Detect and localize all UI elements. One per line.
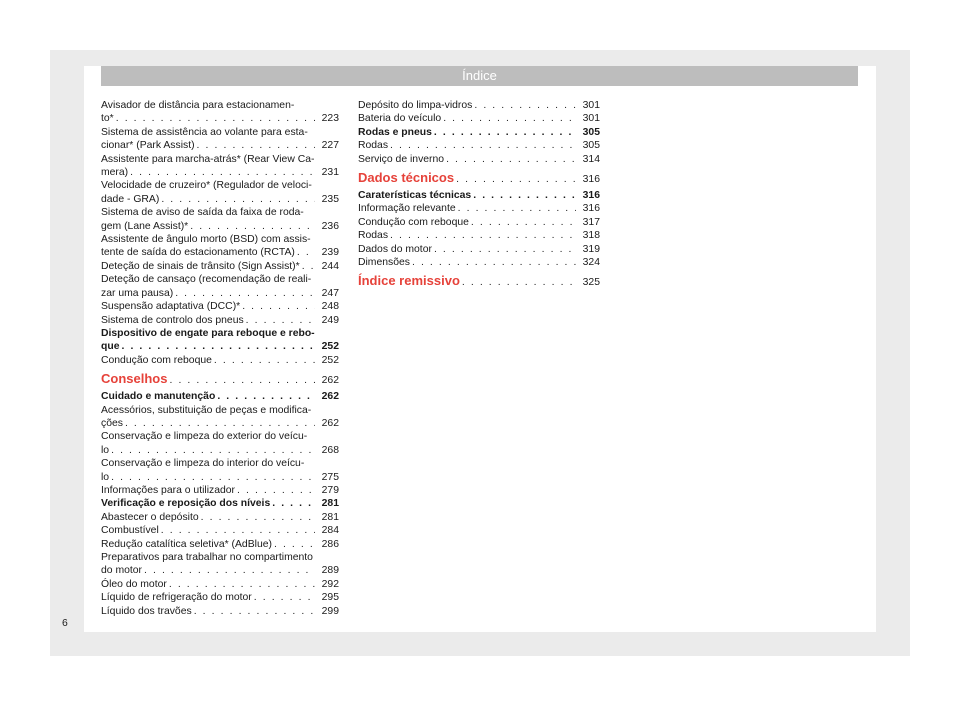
toc-entry[interactable]: [101, 354, 339, 367]
toc-entry-text: Sistema de assistência ao volante para esta-: [101, 126, 308, 138]
toc-leader-dots: [474, 99, 576, 112]
toc-entry-text: Dispositivo de engate para reboque e rebo-: [101, 327, 315, 339]
toc-entry[interactable]: [101, 300, 339, 313]
toc-entry[interactable]: [101, 314, 339, 327]
toc-page-number: 289: [321, 565, 339, 577]
toc-entry[interactable]: [358, 139, 600, 152]
toc-section-heading[interactable]: [358, 273, 600, 291]
toc-entry[interactable]: [101, 179, 339, 206]
toc-leader-dots: [125, 417, 315, 430]
toc-page-number: 316: [582, 190, 600, 202]
toc-entry-text: Suspensão adaptativa (DCC)*: [101, 301, 241, 313]
toc-entry-text: Sistema de aviso de saída da faixa de roda-: [101, 207, 304, 219]
toc-leader-dots: [434, 243, 576, 256]
toc-page-number: 316: [582, 174, 600, 186]
toc-page-number: 247: [321, 287, 339, 299]
toc-entry-text: ções: [101, 417, 123, 429]
toc-leader-dots: [161, 524, 315, 537]
page-title: Índice: [462, 68, 497, 83]
toc-entry-text: Bateria do veículo: [358, 113, 442, 125]
toc-entry[interactable]: [101, 273, 339, 300]
toc-leader-dots: [169, 373, 315, 389]
toc-leader-dots: [302, 260, 315, 273]
toc-entry-text: Assistente para marcha-atrás* (Rear View Ca-: [101, 153, 315, 165]
toc-leader-dots: [116, 112, 315, 125]
toc-entry-text: Rodas: [358, 230, 389, 242]
toc-leader-dots: [130, 166, 315, 179]
toc-entry-text: Caraterísticas técnicas: [358, 190, 472, 202]
toc-entry[interactable]: [101, 126, 339, 153]
toc-leader-dots: [201, 511, 315, 524]
toc-page-number: 262: [321, 375, 339, 387]
toc-page-number: 248: [321, 301, 339, 313]
toc-entry-text: lo: [101, 471, 110, 483]
toc-entry-text: to*: [101, 113, 114, 125]
toc-page-number: 284: [321, 525, 339, 537]
toc-entry-text: zar uma pausa): [101, 287, 174, 299]
toc-leader-dots: [473, 189, 576, 202]
toc-entry-text: Dados técnicos: [358, 170, 455, 186]
toc-entry-text: Líquido dos travões: [101, 605, 192, 617]
toc-entry[interactable]: [101, 484, 339, 497]
toc-entry[interactable]: [358, 112, 600, 125]
toc-entry[interactable]: [101, 511, 339, 524]
toc-leader-dots: [456, 172, 576, 188]
toc-entry[interactable]: [358, 189, 600, 202]
toc-page-number: 301: [582, 100, 600, 111]
toc-entry[interactable]: [358, 99, 600, 112]
header-bar: [101, 66, 858, 86]
toc-entry-text: Redução catalítica seletiva* (AdBlue): [101, 538, 272, 550]
toc-entry-text: cionar* (Park Assist): [101, 140, 195, 152]
toc-page-number: 318: [582, 230, 600, 242]
toc-page-number: 316: [582, 203, 600, 215]
toc-page-number: 262: [321, 391, 339, 403]
toc-entry[interactable]: [358, 126, 600, 139]
toc-entry-text: Condução com reboque: [101, 354, 212, 366]
toc-entry[interactable]: [101, 605, 339, 618]
toc-right-column: [358, 99, 600, 292]
toc-entry-text: Rodas e pneus: [358, 126, 432, 138]
toc-leader-dots: [390, 139, 576, 152]
toc-page-number: 252: [321, 341, 339, 353]
toc-leader-dots: [190, 220, 315, 233]
toc-leader-dots: [246, 314, 315, 327]
toc-entry[interactable]: [101, 497, 339, 510]
toc-entry[interactable]: [101, 578, 339, 591]
toc-page-number: 236: [321, 220, 339, 232]
toc-page-number: 292: [321, 578, 339, 590]
toc-entry[interactable]: [101, 457, 339, 484]
toc-leader-dots: [194, 605, 315, 618]
toc-page-number: 325: [582, 277, 600, 289]
toc-entry-text: Preparativos para trabalhar no compartimento: [101, 552, 313, 563]
toc-page-number: 262: [321, 417, 339, 429]
toc-entry-text: Sistema de controlo dos pneus: [101, 314, 244, 326]
toc-leader-dots: [390, 229, 576, 242]
toc-entry-text: Índice remissivo: [358, 273, 460, 289]
toc-page-number: 268: [321, 444, 339, 456]
toc-entry[interactable]: [101, 153, 339, 180]
toc-entry-text: do motor: [101, 565, 143, 577]
toc-entry-text: que: [101, 341, 120, 353]
toc-leader-dots: [272, 497, 315, 510]
toc-leader-dots: [443, 112, 576, 125]
toc-entry-text: dade - GRA): [101, 193, 160, 205]
toc-entry-text: Líquido de refrigeração do motor: [101, 592, 252, 604]
toc-entry-text: Depósito do limpa-vidros: [358, 100, 473, 111]
toc-page-number: 281: [321, 498, 339, 510]
toc-entry[interactable]: [101, 551, 339, 578]
toc-leader-dots: [434, 126, 576, 139]
toc-leader-dots: [242, 300, 315, 313]
toc-leader-dots: [144, 564, 315, 577]
toc-entry[interactable]: [101, 390, 339, 403]
toc-page-number: 252: [321, 354, 339, 366]
toc-page-number: 279: [321, 484, 339, 496]
toc-leader-dots: [471, 216, 576, 229]
toc-leader-dots: [297, 246, 315, 259]
toc-entry-text: Deteção de cansaço (recomendação de reali-: [101, 274, 312, 286]
toc-entry[interactable]: [101, 591, 339, 604]
toc-page-number: 227: [321, 140, 339, 152]
toc-page-number: 281: [321, 511, 339, 523]
toc-leader-dots: [175, 287, 315, 300]
toc-leader-dots: [121, 340, 315, 353]
toc-leader-dots: [412, 256, 576, 269]
toc-entry-text: Assistente de ângulo morto (BSD) com assis-: [101, 234, 311, 246]
toc-entry-text: Abastecer o depósito: [101, 511, 199, 523]
toc-leader-dots: [462, 275, 576, 291]
toc-entry-text: Verificação e reposição dos níveis: [101, 498, 271, 510]
toc-entry-text: Condução com reboque: [358, 216, 469, 228]
toc-leader-dots: [169, 578, 315, 591]
toc-entry[interactable]: [358, 202, 600, 215]
toc-page-number: 317: [582, 216, 600, 228]
toc-left-column: [101, 99, 339, 618]
toc-entry-text: Combustível: [101, 525, 159, 537]
toc-page-number: 314: [582, 153, 600, 165]
toc-leader-dots: [274, 538, 315, 551]
toc-entry[interactable]: [101, 233, 339, 260]
toc-page-number: 305: [582, 126, 600, 138]
toc-leader-dots: [111, 444, 315, 457]
toc-entry[interactable]: [358, 229, 600, 242]
toc-entry-text: Conselhos: [101, 371, 168, 387]
toc-entry[interactable]: [101, 260, 339, 273]
toc-entry-text: Informação relevante: [358, 203, 456, 215]
toc-entry-text: Avisador de distância para estacionamen-: [101, 100, 295, 111]
toc-entry-text: Óleo do motor: [101, 578, 167, 590]
toc-leader-dots: [161, 193, 315, 206]
toc-page-number: 231: [321, 167, 339, 179]
toc-page-number: 301: [582, 113, 600, 125]
toc-entry-text: Conservação e limpeza do interior do veícu-: [101, 458, 305, 470]
toc-leader-dots: [217, 390, 315, 403]
toc-leader-dots: [214, 354, 315, 367]
toc-entry-text: Acessórios, substituição de peças e modifica-: [101, 404, 312, 416]
toc-page-number: 249: [321, 314, 339, 326]
toc-entry[interactable]: [358, 216, 600, 229]
toc-page-number: 305: [582, 140, 600, 152]
toc-entry-text: tente de saída do estacionamento (RCTA): [101, 247, 295, 259]
toc-page-number: 295: [321, 592, 339, 604]
toc-entry-text: Cuidado e manutenção: [101, 391, 216, 403]
toc-entry[interactable]: [101, 404, 339, 431]
toc-section-heading[interactable]: [358, 170, 600, 188]
toc-page-number: 239: [321, 247, 339, 259]
toc-entry-text: Informações para o utilizador: [101, 484, 235, 496]
toc-entry-text: lo: [101, 444, 110, 456]
toc-leader-dots: [446, 153, 576, 166]
toc-entry[interactable]: [101, 327, 339, 354]
toc-entry-text: gem (Lane Assist)*: [101, 220, 189, 232]
toc-entry[interactable]: [358, 256, 600, 269]
toc-page-number: 319: [582, 243, 600, 255]
toc-entry[interactable]: [358, 153, 600, 166]
toc-page-number: 324: [582, 257, 600, 269]
toc-page-number: 235: [321, 193, 339, 205]
toc-entry-text: Serviço de inverno: [358, 153, 445, 165]
toc-leader-dots: [237, 484, 315, 497]
toc-page-number: 275: [321, 471, 339, 483]
toc-entry-text: Conservação e limpeza do exterior do veícu-: [101, 431, 308, 443]
toc-entry[interactable]: [101, 99, 339, 126]
toc-leader-dots: [254, 591, 315, 604]
toc-leader-dots: [111, 471, 315, 484]
toc-page-number: 286: [321, 538, 339, 550]
toc-page-number: 299: [321, 605, 339, 617]
toc-entry-text: Dimensões: [358, 257, 410, 269]
toc-entry[interactable]: [358, 243, 600, 256]
toc-entry-text: Dados do motor: [358, 243, 432, 255]
toc-page-number: 223: [321, 113, 339, 125]
toc-leader-dots: [197, 139, 315, 152]
toc-leader-dots: [458, 202, 576, 215]
toc-page-number: 244: [321, 260, 339, 272]
toc-entry-text: Deteção de sinais de trânsito (Sign Assist)*: [101, 260, 300, 272]
toc-entry-text: Velocidade de cruzeiro* (Regulador de veloci-: [101, 180, 312, 192]
toc-entry-text: mera): [101, 167, 129, 179]
toc-entry[interactable]: [101, 538, 339, 551]
toc-section-heading[interactable]: [101, 371, 339, 389]
page-number: 6: [62, 618, 68, 629]
toc-entry-text: Rodas: [358, 140, 389, 152]
toc-entry[interactable]: [101, 430, 339, 457]
toc-entry[interactable]: [101, 524, 339, 537]
toc-entry[interactable]: [101, 206, 339, 233]
